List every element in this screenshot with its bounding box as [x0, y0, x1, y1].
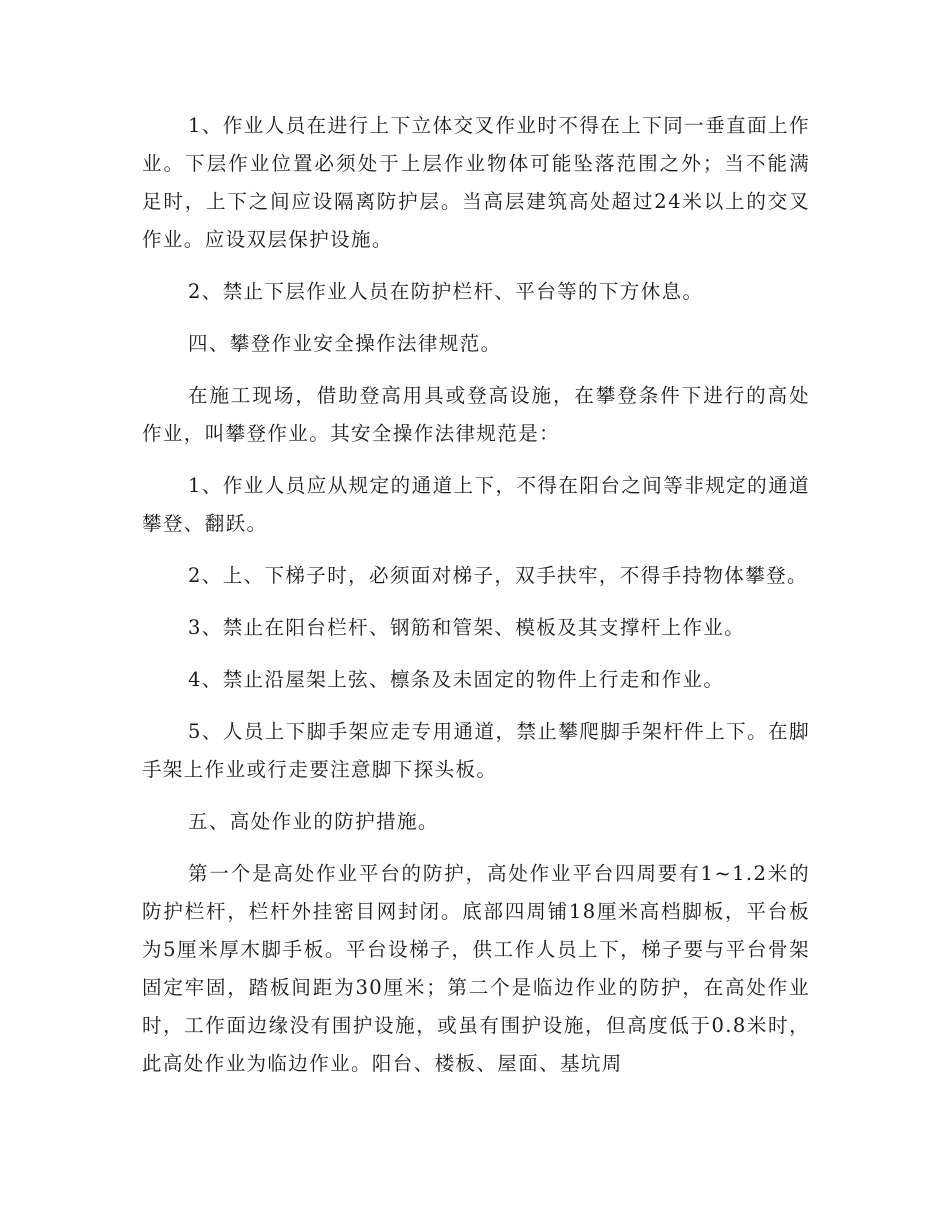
paragraph-5: 2、上、下梯子时，必须面对梯子，双手扶牢，不得手持物体攀登。: [188, 564, 808, 587]
paragraph-6: 3、禁止在阳台栏杆、钢筋和管架、模板及其支撑杆上作业。: [188, 616, 746, 639]
document-body: [142, 107, 810, 1097]
section-heading-4: 四、攀登作业安全操作法律规范。: [188, 332, 502, 355]
paragraph-3: 在施工现场，借助登高用具或登高设施，在攀登条件下进行的高处作业，叫攀登作业。其安全操作法律规范是：: [142, 384, 810, 445]
paragraph-4: 1、作业人员应从规定的通道上下，不得在阳台之间等非规定的通道攀登、翻跃。: [142, 474, 810, 535]
paragraph-1: 1、作业人员在进行上下立体交叉作业时不得在上下同一垂直面上作业。下层作业位置必须处于上层作业物体可能坠落范围之外；当不能满足时，上下之间应设隔离防护层。当高层建筑高处超过24米以上的交叉作业。应设双层保护设施。: [142, 114, 810, 251]
section-heading-5: 五、高处作业的防护措施。: [188, 810, 439, 833]
paragraph-9: 第一个是高处作业平台的防护，高处作业平台四周要有1~1.2米的防护栏杆，栏杆外挂密目网封闭。底部四周铺18厘米高档脚板，平台板为5厘米厚木脚手板。平台设梯子，供工作人员上下，梯子要与平台骨架固定牢固，踏板间距为30厘米；第二个是临边作业的防护，在高处作业时，工作面边缘没有围护设施，或虽有围护设施，但高度低于0.8米时，此高处作业为临边作业。阳台、楼板、屋面、基坑周: [142, 862, 810, 1075]
paragraph-7: 4、禁止沿屋架上弦、檩条及未固定的物件上行走和作业。: [188, 668, 725, 691]
paragraph-8: 5、人员上下脚手架应走专用通道，禁止攀爬脚手架杆件上下。在脚手架上作业或行走要注意脚下探头板。: [142, 720, 810, 781]
paragraph-2: 2、禁止下层作业人员在防护栏杆、平台等的下方休息。: [188, 280, 704, 303]
